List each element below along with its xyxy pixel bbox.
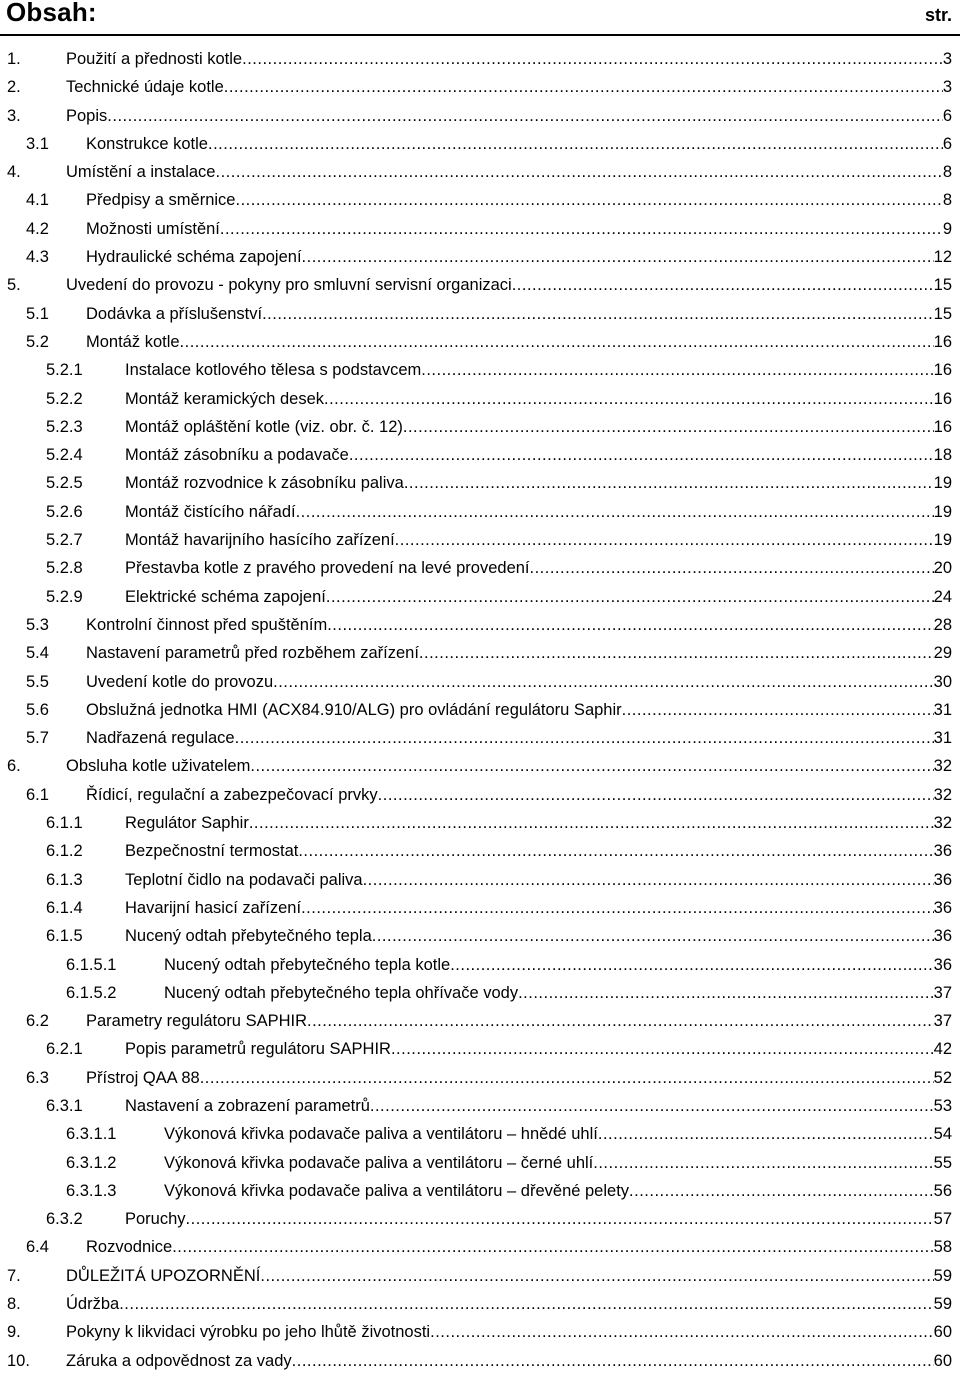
toc-entry-body [164,979,952,1007]
toc-entry-body [86,1233,952,1261]
toc-entry-page: 9 [942,219,952,238]
toc-entry-number: 6.1 [26,785,49,804]
toc-entry-page: 60 [933,1351,952,1370]
dot-leader [324,385,934,413]
toc-entry-number: 5.2.1 [46,361,83,380]
toc-entry-number: 5.2.3 [46,417,83,436]
toc-entry[interactable] [0,102,960,130]
toc-entry-title: Nucený odtah přebytečného tepla ohřívače vody [164,983,519,1002]
toc-entry-body [86,328,952,356]
toc-entry-number: 5.2.7 [46,531,83,550]
dot-leader [593,1149,933,1177]
toc-entry-title: Dodávka a příslušenství [86,304,263,323]
toc-entry-body [86,639,952,667]
toc-entry-number: 5.6 [26,700,49,719]
toc-entry-page: 56 [933,1181,952,1200]
toc-entry-body [86,130,952,158]
toc-entry-number: 7. [7,1266,21,1285]
toc-entry[interactable] [0,271,960,299]
dot-leader [200,1064,934,1092]
toc-entry[interactable] [0,1347,960,1375]
toc-entry-title: Montáž havarijního hasícího zařízení [125,531,395,550]
toc-entry-body [66,271,952,299]
toc-entry-title: Havarijní hasicí zařízení [125,898,302,917]
toc-entry-number: 5.2.4 [46,446,83,465]
toc-entry-title: Řídicí, regulační a zabezpečovací prvky [86,785,378,804]
toc-entry-title: Obsluha kotle uživatelem [66,757,251,776]
toc-entry-page: 36 [933,842,952,861]
toc-entry-body [125,554,952,582]
toc-entry-title: Teplotní čidlo na podavači paliva [125,870,363,889]
toc-entry-body [86,300,952,328]
toc-entry-number: 6.1.5 [46,927,83,946]
toc-entry-page: 31 [933,700,952,719]
dot-leader [598,1120,934,1148]
toc-entry[interactable] [0,243,960,271]
toc-entry-title: Výkonová křivka podavače paliva a ventilátoru – černé uhlí [164,1153,594,1172]
toc-entry-title: Poruchy [125,1210,186,1229]
toc-entry-page: 60 [933,1323,952,1342]
dot-leader [419,639,934,667]
toc-entry-number: 6.1.5.1 [66,955,117,974]
toc-entry-number: 10. [7,1351,30,1370]
dot-leader [242,45,943,73]
toc-entry-title: Nucený odtah přebytečného tepla [125,927,372,946]
toc-entry-number: 5.7 [26,729,49,748]
toc-entry-number: 5.2.8 [46,559,83,578]
toc-entry-body [66,1262,952,1290]
toc-entry-title: Uvedení do provozu - pokyny pro smluvní servisní organizaci [66,276,512,295]
dot-leader [172,1233,933,1261]
toc-entry-title: Montáž čistícího nářadí [125,502,296,521]
dot-leader [372,922,934,950]
toc-header [0,0,960,36]
dot-leader [370,1092,934,1120]
toc-entry[interactable] [0,866,960,894]
toc-entry-title: Uvedení kotle do provozu [86,672,274,691]
toc-entry-title: Nucený odtah přebytečného tepla kotle [164,955,451,974]
toc-entry-title: Přestavba kotle z pravého provedení na levé provedení [125,559,530,578]
toc-entry[interactable] [0,554,960,582]
toc-entry[interactable] [0,781,960,809]
toc-entry-body [86,696,952,724]
dot-leader [298,837,933,865]
page-column-label: str. [924,5,952,25]
toc-entry-page: 58 [933,1238,952,1257]
toc-entry-body [125,356,952,384]
toc-entry-title: Nastavení parametrů před rozběhem zařízení [86,644,419,663]
dot-leader [530,554,934,582]
toc-entry-title: Montáž opláštění kotle (viz. obr. č. 12) [125,417,403,436]
toc-entry-body [164,1149,952,1177]
toc-entry[interactable] [0,668,960,696]
toc-entry-body [125,526,952,554]
toc-entry-body [86,724,952,752]
toc-entry-title: Montáž keramických desek [125,389,324,408]
toc-entry-body [125,469,952,497]
dot-leader [512,271,934,299]
dot-leader [327,611,933,639]
toc-entry-title: Nastavení a zobrazení parametrů [125,1096,370,1115]
dot-leader [302,243,934,271]
toc-entry-number: 6.3.1.2 [66,1153,117,1172]
toc-entry-page: 37 [933,1012,952,1031]
toc-entry-title: Montáž zásobníku a podavače [125,446,349,465]
toc-entry-body [164,951,952,979]
toc-entry-number: 4.2 [26,219,49,238]
toc-entry[interactable] [0,328,960,356]
toc-entry[interactable] [0,1092,960,1120]
toc-entry-page: 3 [942,50,952,68]
toc-entry-number: 6.3.1.1 [66,1125,117,1144]
toc-entry-page: 31 [933,729,952,748]
toc-entry[interactable] [0,215,960,243]
toc-entry[interactable] [0,1290,960,1318]
toc-entry-body [66,102,952,130]
toc-entry[interactable] [0,611,960,639]
toc-entry-body [86,243,952,271]
toc-entry-page: 16 [933,389,952,408]
toc-entry[interactable] [0,498,960,526]
toc-entry-number: 5.1 [26,304,49,323]
toc-entry-page: 16 [933,332,952,351]
toc-entry[interactable] [0,73,960,101]
toc-entry-number: 6.3.1 [46,1096,83,1115]
toc-entry-number: 5.2.5 [46,474,83,493]
toc-entry-number: 6.1.1 [46,814,83,833]
toc-entry-title: Pokyny k likvidaci výrobku po jeho lhůtě životnosti [66,1323,431,1342]
toc-entry[interactable] [0,979,960,1007]
toc-entry-body [66,1290,952,1318]
toc-entry-title: Bezpečnostní termostat [125,842,299,861]
dot-leader [249,809,934,837]
toc-entry-page: 53 [933,1096,952,1115]
toc-entry-title: Rozvodnice [86,1238,173,1257]
toc-entry-page: 32 [933,757,952,776]
toc-entry-title: DŮLEŽITÁ UPOZORNĚNÍ [66,1266,261,1285]
toc-entry-body [125,583,952,611]
toc-entry-title: Umístění a instalace [66,163,216,182]
toc-entry-title: Popis parametrů regulátoru SAPHIR [125,1040,391,1059]
toc-entry[interactable] [0,922,960,950]
toc-entry-page: 12 [933,248,952,267]
toc-entry-page: 28 [933,615,952,634]
toc-entry-title: Výkonová křivka podavače paliva a ventilátoru – dřevěné pelety [164,1181,630,1200]
toc-entry-page: 24 [933,587,952,606]
toc-entry-page: 3 [942,78,952,97]
toc-entry-title: Regulátor Saphir [125,814,249,833]
toc-entry-body [164,1120,952,1148]
toc-entry-page: 54 [933,1125,952,1144]
toc-entry-page: 15 [933,304,952,323]
toc-entry[interactable] [0,951,960,979]
toc-entry-body [125,866,952,894]
toc-entry-page: 32 [933,785,952,804]
dot-leader [262,300,934,328]
toc-entry-page: 42 [933,1040,952,1059]
toc-entry[interactable] [0,413,960,441]
toc-entry-title: Parametry regulátoru SAPHIR [86,1012,308,1031]
toc-entry[interactable] [0,469,960,497]
toc-entry-page: 57 [933,1210,952,1229]
toc-entry[interactable] [0,1205,960,1233]
toc-entry[interactable] [0,837,960,865]
toc-entry-number: 6.3.2 [46,1210,83,1229]
toc-entry-number: 3.1 [26,134,49,153]
toc-entry-page: 30 [933,672,952,691]
toc-entry-title: Údržba [66,1295,120,1314]
toc-entry-title: Kontrolní činnost před spuštěním [86,615,328,634]
page-title: Obsah: [6,0,97,27]
toc-entry-page: 59 [933,1295,952,1314]
toc-entry[interactable] [0,130,960,158]
toc-entry[interactable] [0,1262,960,1290]
toc-entry-page: 16 [933,361,952,380]
toc-entry[interactable] [0,1233,960,1261]
toc-entry-number: 1. [7,50,21,68]
toc-entry-title: Obslužná jednotka HMI (ACX84.910/ALG) pro ovládání regulátoru Saphir [86,700,622,719]
toc-entry-number: 5.2.6 [46,502,83,521]
dot-leader [273,668,934,696]
toc-entry-body [86,611,952,639]
dot-leader [403,413,934,441]
toc-entry-body [86,215,952,243]
toc-entry-page: 59 [933,1266,952,1285]
toc-entry-page: 29 [933,644,952,663]
toc-entry-page: 32 [933,814,952,833]
toc-entry-body [86,186,952,214]
toc-entry-number: 6.2.1 [46,1040,83,1059]
toc-entry-body [164,1177,952,1205]
toc-entry[interactable] [0,639,960,667]
dot-leader [326,583,934,611]
toc-entry-page: 18 [933,446,952,465]
toc-entry-page: 6 [942,134,952,153]
toc-entry-body [66,1347,952,1375]
toc-entry-number: 6.1.2 [46,842,83,861]
dot-leader [186,1205,934,1233]
toc-entry[interactable] [0,300,960,328]
toc-entry-title: Montáž kotle [86,332,180,351]
toc-entry-title: Použití a přednosti kotle [66,50,243,68]
toc-entry[interactable] [0,385,960,413]
toc-entry-number: 6.3 [26,1068,49,1087]
toc-entry[interactable] [0,809,960,837]
toc-entry-body [125,809,952,837]
toc-entry-number: 4.3 [26,248,49,267]
toc-entry-body [125,413,952,441]
toc-entry-number: 9. [7,1323,21,1342]
toc-entry-body [66,1318,952,1346]
toc-entry-number: 5.2.2 [46,389,83,408]
dot-leader [363,866,934,894]
toc-entry-number: 4.1 [26,191,49,210]
toc-entry-number: 4. [7,163,21,182]
toc-entry-page: 55 [933,1153,952,1172]
toc-entry-title: Montáž rozvodnice k zásobníku paliva [125,474,404,493]
toc-entry[interactable] [0,1035,960,1063]
toc-entry-page: 19 [933,502,952,521]
dot-leader [208,130,943,158]
toc-entry-body [86,1007,952,1035]
dot-leader [518,979,934,1007]
toc-entry[interactable] [0,441,960,469]
dot-leader [307,1007,934,1035]
dot-leader [349,441,934,469]
toc-entry-number: 5.3 [26,615,49,634]
toc-entry-number: 5.2.9 [46,587,83,606]
toc-entry-title: Přístroj QAA 88 [86,1068,200,1087]
dot-leader [430,1318,934,1346]
toc-entry-title: Hydraulické schéma zapojení [86,248,302,267]
toc-entry-page: 52 [933,1068,952,1087]
toc-entry-body [66,752,952,780]
toc-entry-body [125,1092,952,1120]
toc-entry[interactable] [0,752,960,780]
toc-entry[interactable] [0,1120,960,1148]
toc-entry-page: 20 [933,559,952,578]
dot-leader [395,526,934,554]
toc-entry-body [125,922,952,950]
toc-entry[interactable] [0,1177,960,1205]
toc-entry-body [125,1205,952,1233]
toc-entry-page: 16 [933,417,952,436]
toc-entry-page: 19 [933,474,952,493]
dot-leader [119,1290,933,1318]
toc-entry-title: Konstrukce kotle [86,134,208,153]
toc-entry-number: 6.1.4 [46,898,83,917]
toc-entry-page: 36 [933,955,952,974]
toc-entry-number: 3. [7,106,21,125]
dot-leader [301,894,934,922]
toc-entry-body [125,385,952,413]
toc-entry-page: 15 [933,276,952,295]
toc-entry-body [66,158,952,186]
toc-entry-body [125,1035,952,1063]
toc-entry-number: 6.1.5.2 [66,983,117,1002]
toc-entry[interactable] [0,1007,960,1035]
toc-entry[interactable] [0,724,960,752]
dot-leader [235,186,942,214]
dot-leader [404,469,934,497]
toc-entry-title: Elektrické schéma zapojení [125,587,326,606]
toc-entry-number: 5.2 [26,332,49,351]
dot-leader [391,1035,934,1063]
toc-entry-body [125,441,952,469]
dot-leader [220,215,943,243]
toc-entry[interactable] [0,583,960,611]
toc-entry-number: 5.5 [26,672,49,691]
toc-entry[interactable] [0,186,960,214]
toc-entry-number: 6. [7,757,21,776]
toc-entry[interactable] [0,894,960,922]
toc-entry-number: 6.4 [26,1238,49,1257]
toc-entry-title: Předpisy a směrnice [86,191,236,210]
toc-entry-number: 5.4 [26,644,49,663]
dot-leader [107,102,943,130]
toc-entry[interactable] [0,1318,960,1346]
toc-entry-number: 2. [7,78,21,97]
toc-entry-body [66,45,952,73]
toc-entry-number: 6.1.3 [46,870,83,889]
toc-entry-body [66,73,952,101]
dot-leader [180,328,934,356]
dot-leader [450,951,933,979]
dot-leader [378,781,934,809]
dot-leader [235,724,934,752]
dot-leader [260,1262,933,1290]
toc-entry-number: 5. [7,276,21,295]
toc-entry[interactable] [0,526,960,554]
dot-leader [215,158,942,186]
toc-entry-body [125,498,952,526]
toc-entry-page: 8 [942,191,952,210]
toc-entry-page: 6 [942,106,952,125]
toc-entry-title: Nadřazená regulace [86,729,235,748]
toc-entry-body [86,781,952,809]
dot-leader [629,1177,934,1205]
toc-entry-title: Popis [66,106,108,125]
toc-entry-number: 6.2 [26,1012,49,1031]
dot-leader [224,73,943,101]
toc-entry-body [86,1064,952,1092]
toc-entry[interactable] [0,1149,960,1177]
dot-leader [292,1347,934,1375]
toc-entry[interactable] [0,45,960,73]
dot-leader [250,752,933,780]
toc-entry-title: Instalace kotlového tělesa s podstavcem [125,361,422,380]
toc-entry[interactable] [0,158,960,186]
toc-entry-page: 8 [942,163,952,182]
table-of-contents [0,45,960,1375]
toc-entry-title: Záruka a odpovědnost za vady [66,1351,292,1370]
dot-leader [421,356,933,384]
toc-entry-body [125,837,952,865]
toc-entry-body [125,894,952,922]
toc-entry-page: 36 [933,898,952,917]
toc-entry-page: 36 [933,927,952,946]
toc-entry-number: 8. [7,1295,21,1314]
toc-entry-page: 37 [933,983,952,1002]
toc-entry-body [86,668,952,696]
toc-entry-title: Technické údaje kotle [66,78,224,97]
dot-leader [296,498,934,526]
toc-entry[interactable] [0,1064,960,1092]
toc-entry-number: 6.3.1.3 [66,1181,117,1200]
toc-entry[interactable] [0,356,960,384]
toc-entry-title: Možnosti umístění [86,219,220,238]
toc-entry-page: 36 [933,870,952,889]
toc-entry-title: Výkonová křivka podavače paliva a ventilátoru – hnědé uhlí [164,1125,598,1144]
dot-leader [622,696,934,724]
toc-entry-page: 19 [933,531,952,550]
toc-entry[interactable] [0,696,960,724]
